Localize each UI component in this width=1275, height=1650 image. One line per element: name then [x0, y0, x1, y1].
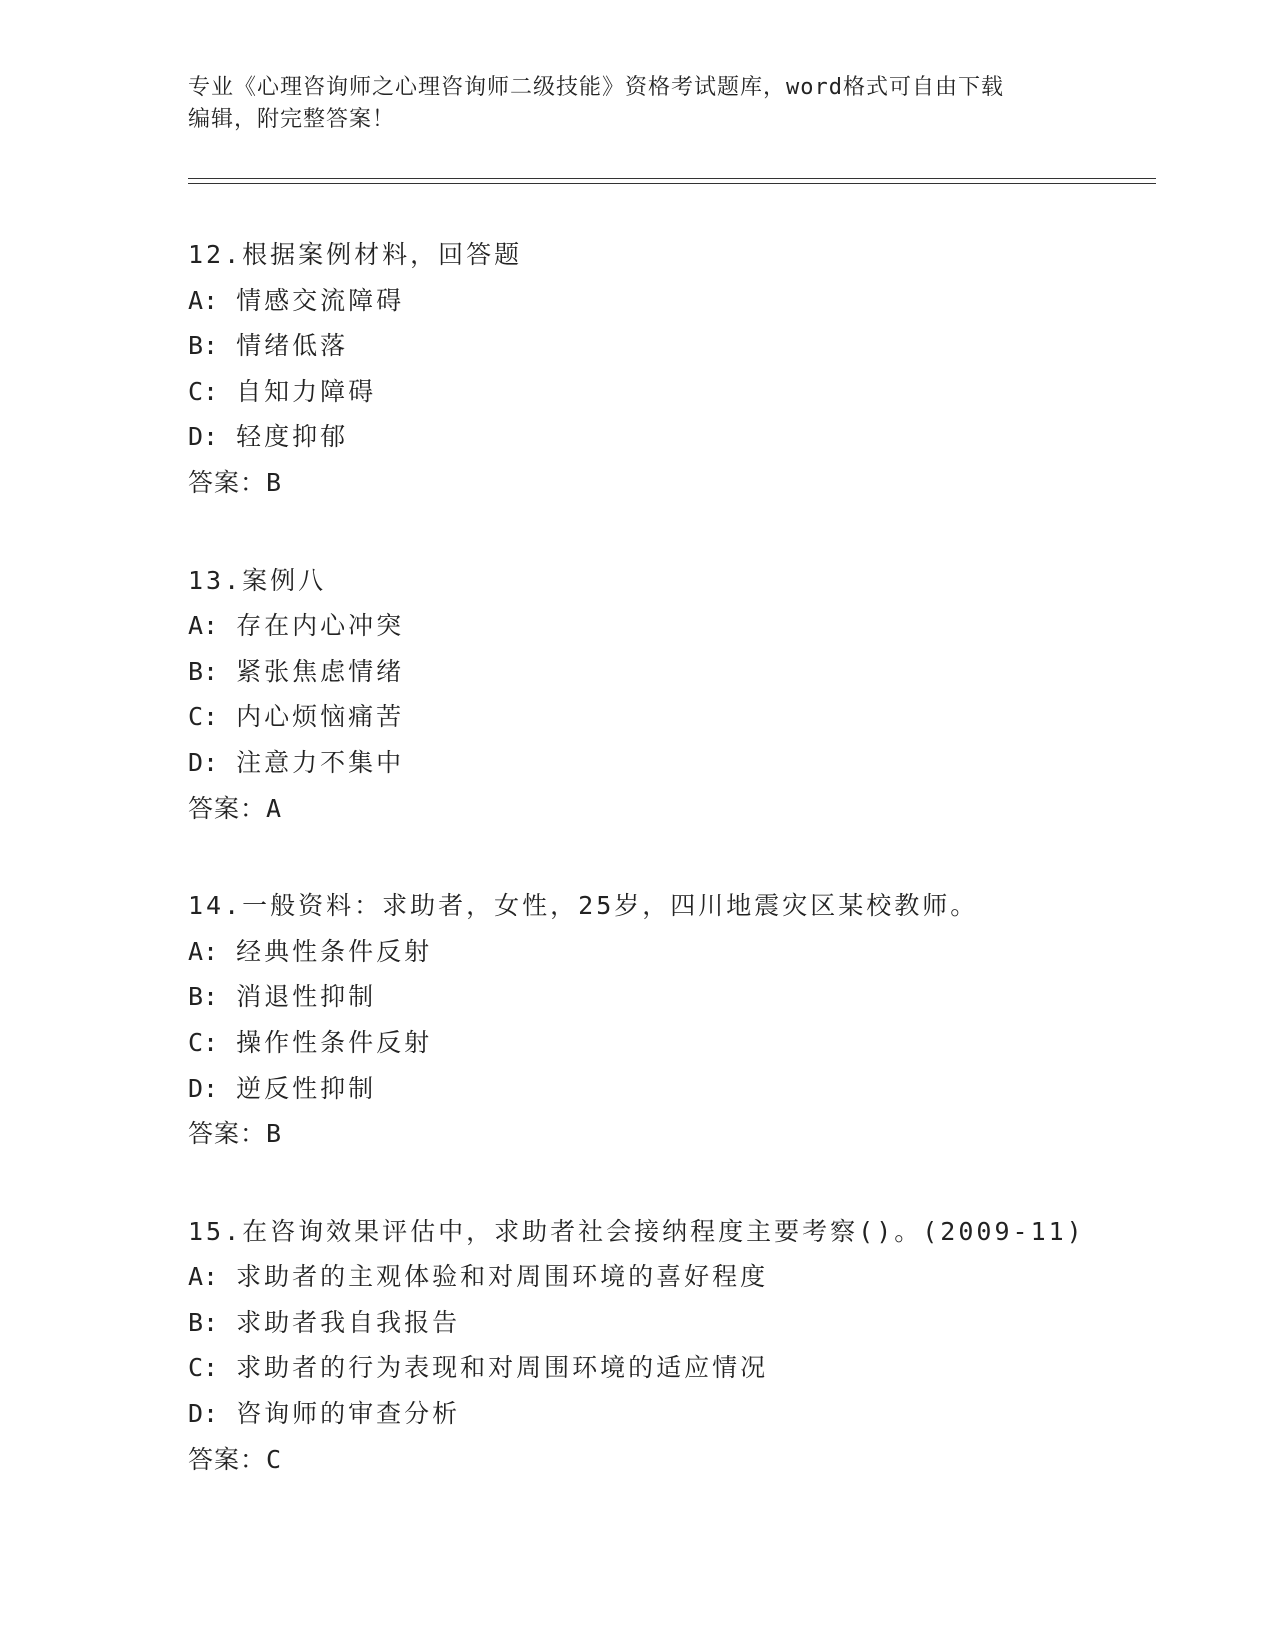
option-c [188, 1020, 1156, 1066]
option-text: 求助者的行为表现和对周围环境的适应情况 [236, 1353, 769, 1383]
option-b [188, 1300, 1156, 1346]
option-text: 内心烦恼痛苦 [236, 702, 405, 732]
answer-line [188, 460, 1156, 506]
answer-value: B [266, 467, 283, 497]
option-d [188, 414, 1156, 460]
option-c [188, 369, 1156, 415]
option-letter: C: [188, 1027, 219, 1057]
option-a [188, 603, 1156, 649]
question-15 [188, 1209, 1156, 1483]
option-a [188, 1254, 1156, 1300]
answer-label: 答案： [188, 467, 267, 497]
option-letter: B: [188, 1307, 219, 1337]
option-b [188, 323, 1156, 369]
option-letter: A: [188, 285, 219, 315]
question-13 [188, 558, 1156, 832]
option-c [188, 694, 1156, 740]
question-14 [188, 883, 1156, 1157]
option-c [188, 1345, 1156, 1391]
option-letter: D: [188, 422, 219, 452]
header-divider-bottom [188, 183, 1156, 184]
answer-label: 答案： [188, 1119, 267, 1149]
answer-label: 答案： [188, 1444, 267, 1474]
option-text: 消退性抑制 [236, 982, 377, 1012]
question-text: 根据案例材料，回答题 [242, 240, 523, 269]
option-text: 求助者的主观体验和对周围环境的喜好程度 [236, 1262, 769, 1292]
option-letter: C: [188, 1353, 219, 1383]
option-letter: A: [188, 611, 219, 641]
question-stem [188, 1209, 1156, 1255]
option-b [188, 649, 1156, 695]
option-d [188, 1391, 1156, 1437]
question-text: 在咨询效果评估中，求助者社会接纳程度主要考察()。(2009-11) [242, 1216, 1085, 1246]
option-text: 情感交流障碍 [236, 285, 405, 315]
question-stem [188, 883, 1156, 929]
option-letter: D: [188, 1399, 219, 1429]
option-text: 注意力不集中 [236, 747, 405, 777]
option-text: 逆反性抑制 [236, 1073, 377, 1103]
option-letter: D: [188, 1073, 219, 1103]
option-d [188, 740, 1156, 786]
option-letter: C: [188, 376, 219, 406]
question-text: 一般资料：求助者，女性，25岁，四川地震灾区某校教师。 [242, 891, 979, 921]
option-text: 自知力障碍 [236, 376, 377, 406]
answer-value: B [266, 1119, 283, 1149]
option-a [188, 278, 1156, 324]
option-b [188, 974, 1156, 1020]
option-letter: B: [188, 656, 219, 686]
option-text: 存在内心冲突 [236, 611, 405, 641]
header-line-2: 编辑，附完整答案！ [188, 107, 396, 132]
option-text: 情绪低落 [236, 331, 349, 361]
answer-value: A [266, 793, 283, 823]
option-text: 紧张焦虑情绪 [236, 656, 405, 686]
question-number: 13. [188, 565, 243, 595]
option-text: 轻度抑郁 [236, 422, 349, 452]
question-list [188, 232, 1156, 1534]
question-stem [188, 558, 1156, 604]
option-text: 经典性条件反射 [236, 936, 433, 966]
header-line-1: 专业《心理咨询师之心理咨询师二级技能》资格考试题库，word格式可自由下载 [188, 75, 1004, 100]
option-letter: A: [188, 1262, 219, 1292]
option-text: 咨询师的审查分析 [236, 1399, 461, 1429]
option-letter: A: [188, 936, 219, 966]
answer-line [188, 1437, 1156, 1483]
option-letter: D: [188, 747, 219, 777]
option-letter: B: [188, 982, 219, 1012]
question-stem [188, 232, 1156, 278]
question-number: 12. [188, 240, 243, 269]
answer-line [188, 786, 1156, 832]
question-12 [188, 232, 1156, 506]
answer-line [188, 1111, 1156, 1157]
answer-value: C [266, 1444, 283, 1474]
option-letter: B: [188, 331, 219, 361]
option-a [188, 929, 1156, 975]
answer-label: 答案： [188, 793, 267, 823]
question-text: 案例八 [242, 565, 327, 595]
option-letter: C: [188, 702, 219, 732]
option-text: 操作性条件反射 [236, 1027, 433, 1057]
question-number: 15. [188, 1216, 243, 1246]
document-header [188, 72, 1068, 136]
option-text: 求助者我自我报告 [236, 1307, 461, 1337]
header-divider-top [188, 178, 1156, 179]
option-d [188, 1066, 1156, 1112]
question-number: 14. [188, 891, 243, 921]
